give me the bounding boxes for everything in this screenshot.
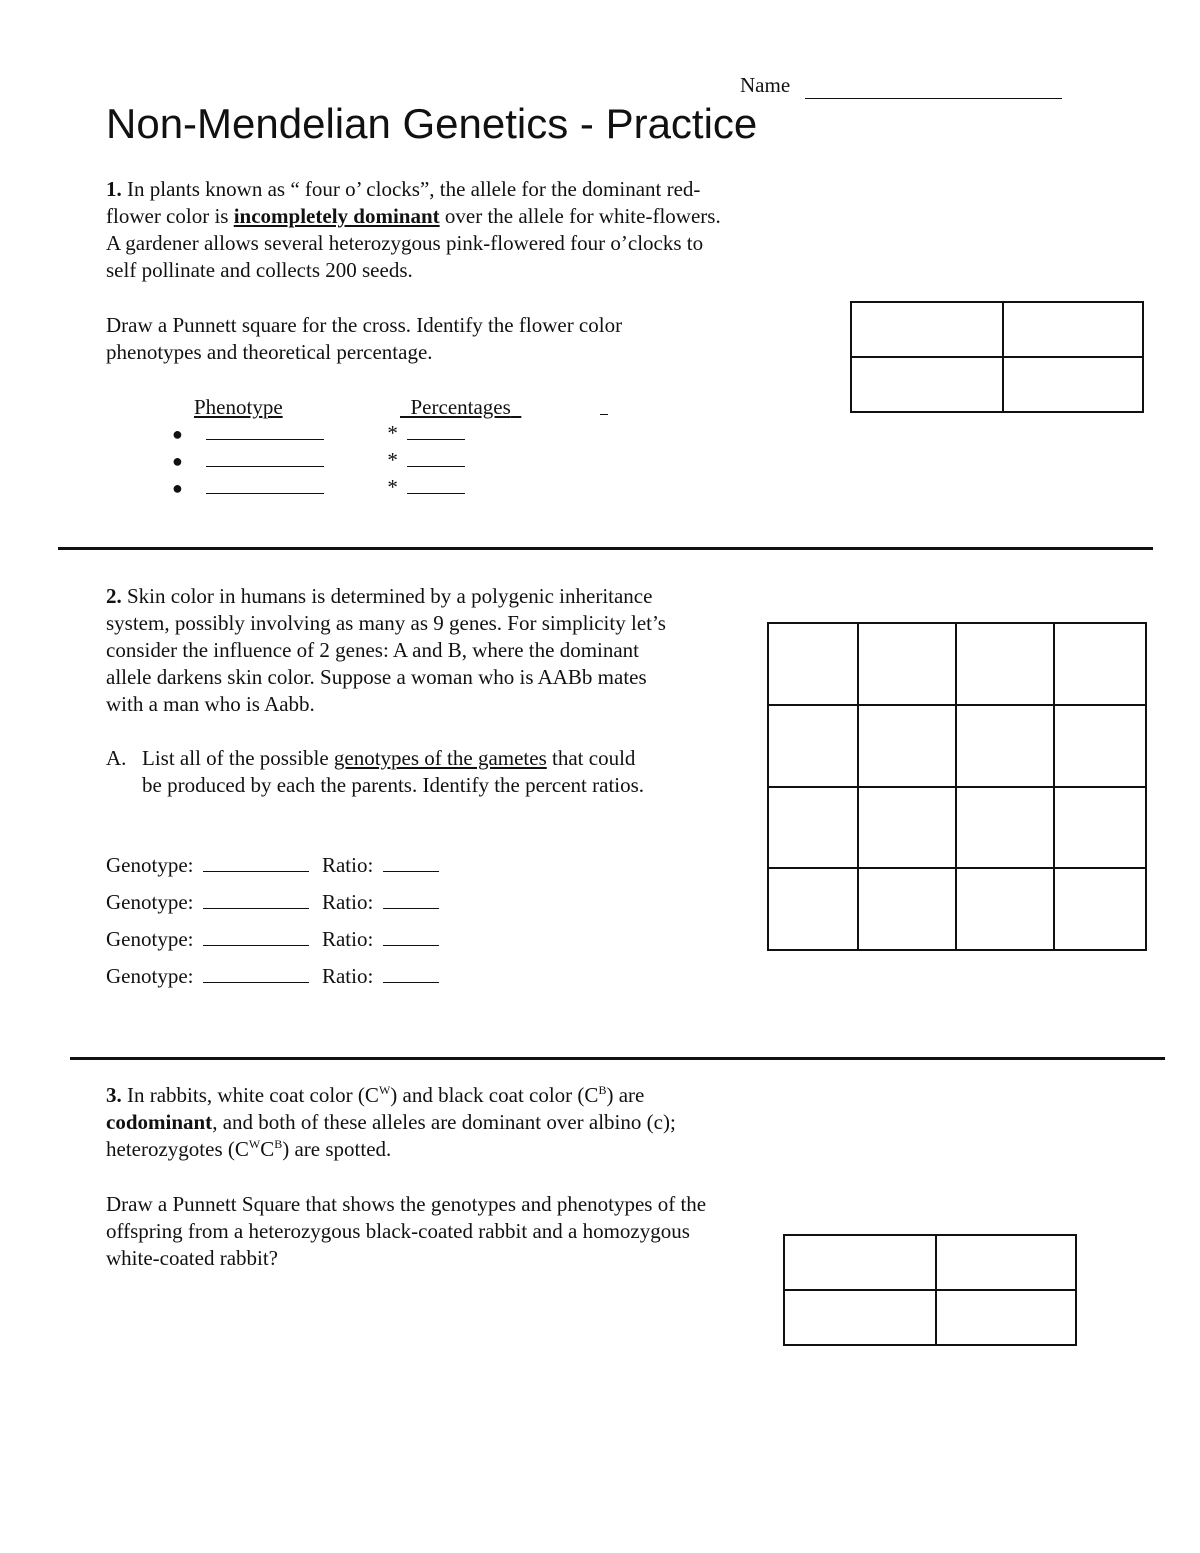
phenotype-blank[interactable] <box>206 477 324 494</box>
question-3-text: 3. In rabbits, white coat color $(C^W)$ and black coat color $(C^B)$ are codominant, and both of these alleles are dominant over albino (c); heterozygotes $(C^WC^B)$ are spotted. <box>106 1083 676 1161</box>
punnett-cell[interactable] <box>858 623 956 705</box>
punnett-cell[interactable] <box>936 1290 1076 1345</box>
phenotype-row: ● * <box>172 474 465 501</box>
genotype-blank[interactable] <box>203 892 309 909</box>
section-divider <box>58 547 1153 550</box>
header-underline-stub <box>600 414 608 415</box>
ratio-blank[interactable] <box>383 966 439 983</box>
ratio-blank[interactable] <box>383 929 439 946</box>
punnett-cell[interactable] <box>858 868 956 950</box>
punnett-square-q3 <box>783 1234 1077 1346</box>
name-label: Name <box>740 73 791 97</box>
punnett-cell[interactable] <box>1003 357 1143 412</box>
genotype-blank[interactable] <box>203 855 309 872</box>
percentage-blank[interactable] <box>407 477 465 494</box>
punnett-cell[interactable] <box>768 868 858 950</box>
genotype-ratio-row: Genotype: Ratio: <box>106 963 439 1000</box>
punnett-cell[interactable] <box>851 302 1003 357</box>
punnett-cell[interactable] <box>858 787 956 869</box>
punnett-square-q2 <box>767 622 1147 951</box>
percentage-blank[interactable] <box>407 450 465 467</box>
question-1-instruction: Draw a Punnett square for the cross. Identify the flower color phenotypes and theoretical percentage. <box>106 313 623 364</box>
question-3-instruction: Draw a Punnett Square that shows the genotypes and phenotypes of the offspring from a heterozygous black-coated rabbit and a homozygous white-coated rabbit? <box>106 1192 707 1270</box>
phenotype-row: ● * <box>172 447 465 474</box>
question-3-number: 3. <box>106 1083 122 1107</box>
punnett-square-q1 <box>850 301 1144 413</box>
punnett-cell[interactable] <box>956 787 1054 869</box>
genotype-ratio-row: Genotype: Ratio: <box>106 926 439 963</box>
percentages-header: Percentages <box>410 395 511 419</box>
punnett-cell[interactable] <box>1054 868 1146 950</box>
punnett-cell[interactable] <box>956 705 1054 787</box>
ratio-blank[interactable] <box>383 892 439 909</box>
phenotype-header: Phenotype <box>194 395 283 419</box>
genotype-ratio-row: Genotype: Ratio: <box>106 889 439 926</box>
question-2-number: 2. <box>106 584 122 608</box>
punnett-cell[interactable] <box>851 357 1003 412</box>
punnett-cell[interactable] <box>784 1290 936 1345</box>
punnett-cell[interactable] <box>1054 787 1146 869</box>
punnett-cell[interactable] <box>956 868 1054 950</box>
punnett-cell[interactable] <box>1054 623 1146 705</box>
genotype-blank[interactable] <box>203 929 309 946</box>
punnett-cell[interactable] <box>936 1235 1076 1290</box>
punnett-cell[interactable] <box>1003 302 1143 357</box>
incompletely-dominant-term: incompletely dominant <box>233 204 440 228</box>
punnett-cell[interactable] <box>858 705 956 787</box>
codominant-term: codominant <box>106 1110 213 1134</box>
punnett-cell[interactable] <box>768 787 858 869</box>
question-2-part-a: A. List all of the possible genotypes of the gametes that could be produced by each the parents. Identify the percent ratios. <box>106 746 645 797</box>
punnett-cell[interactable] <box>1054 705 1146 787</box>
gamete-genotypes-term: genotypes of the gametes <box>333 746 547 770</box>
genotype-blank[interactable] <box>203 966 309 983</box>
phenotype-blank[interactable] <box>206 450 324 467</box>
page-title: Non-Mendelian Genetics - Practice <box>106 100 758 147</box>
genotype-ratio-list <box>106 852 439 1000</box>
section-divider <box>70 1057 1165 1060</box>
question-2-text: 2. Skin color in humans is determined by a polygenic inheritance system, possibly involving as many as 9 genes. For simplicity let’s consider the influence of 2 genes: A and B, where the dominant allele darkens skin color. Suppose a woman who is AABb mates with a man who is Aabb. <box>106 584 666 716</box>
ratio-blank[interactable] <box>383 855 439 872</box>
phenotype-row: ● * <box>172 420 465 447</box>
question-1-text: 1. In plants known as “ four o’ clocks”, the allele for the dominant red-flower color is incompletely dominant over the allele for white-flowers. A gardener allows several heterozygous pink-flowered four o’clocks to self pollinate and collects 200 seeds. <box>106 177 721 282</box>
genotype-ratio-row: Genotype: Ratio: <box>106 852 439 889</box>
percentage-blank[interactable] <box>407 423 465 440</box>
phenotype-list <box>172 420 465 501</box>
punnett-cell[interactable] <box>956 623 1054 705</box>
phenotype-blank[interactable] <box>206 423 324 440</box>
punnett-cell[interactable] <box>768 705 858 787</box>
question-1-number: 1. <box>106 177 122 201</box>
name-field[interactable] <box>805 98 1062 99</box>
punnett-cell[interactable] <box>784 1235 936 1290</box>
punnett-cell[interactable] <box>768 623 858 705</box>
